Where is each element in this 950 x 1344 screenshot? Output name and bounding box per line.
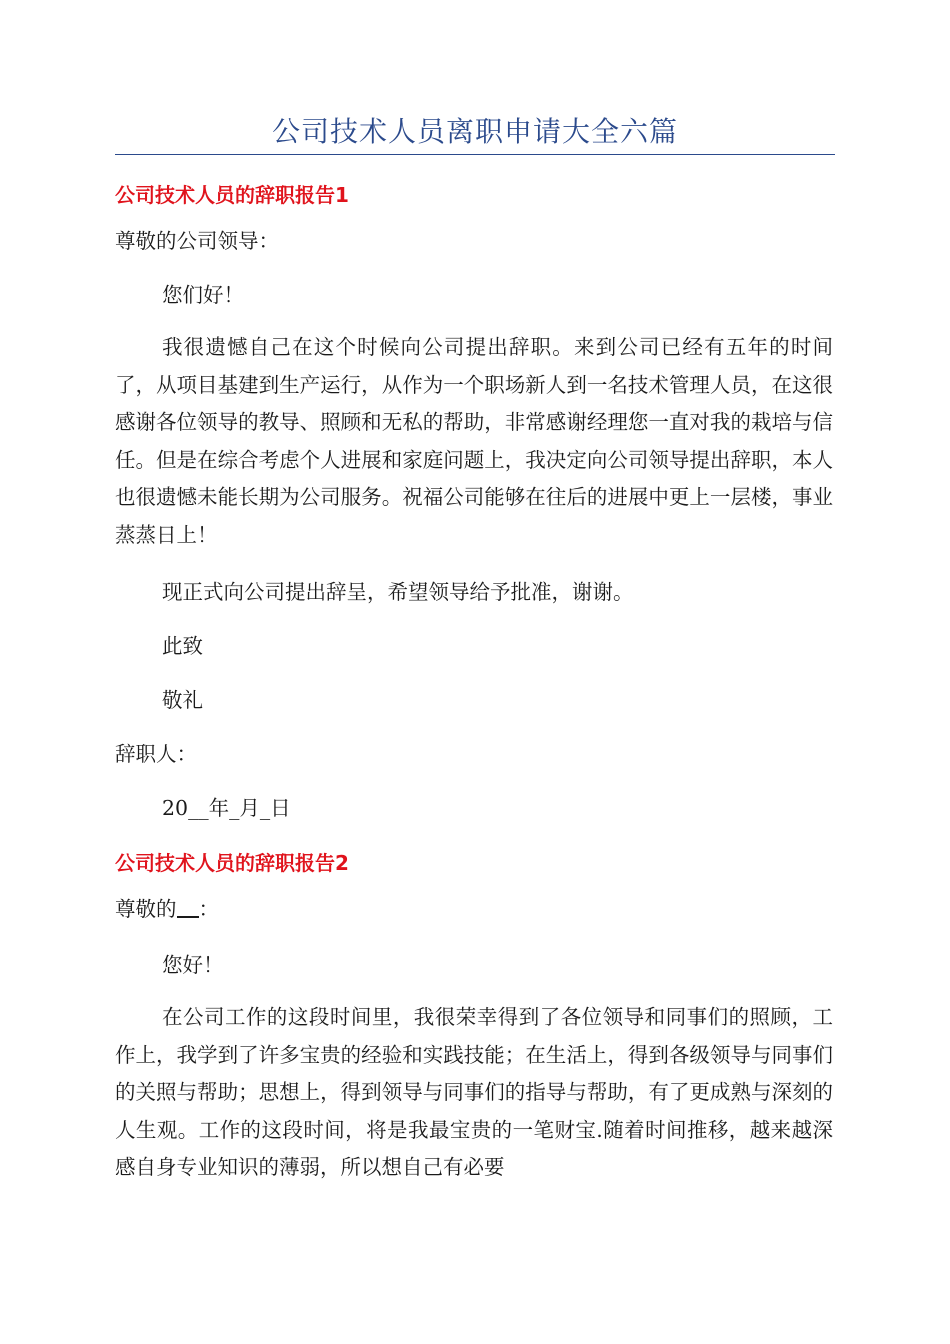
section-2-heading: 公司技术人员的辞职报告2	[115, 851, 349, 875]
section-1-date: 20__年_月_日	[162, 796, 291, 820]
document-title: 公司技术人员离职申请大全六篇	[271, 115, 678, 148]
title-underline	[115, 154, 835, 155]
section-2-body: 在公司工作的这段时间里，我很荣幸得到了各位领导和同事们的照顾，工作上，我学到了许多宝贵的经验和实践技能；在生活上，得到各级领导与同事们的关照与帮助；思想上，得到领导与同事们的指导与帮助，有了更成熟与深刻的人生观。工作的这段时间，将是我最宝贵的一笔财宝.随着时间推移，越来越深感自身专业知识的薄弱，所以想自己有必要	[115, 1005, 833, 1179]
salutation-suffix: ：	[198, 897, 219, 921]
section-1-request: 现正式向公司提出辞呈，希望领导给予批准，谢谢。	[162, 580, 634, 604]
section-2-salutation	[115, 894, 219, 924]
section-1-closing-2: 敬礼	[162, 688, 203, 712]
section-1-body: 我很遗憾自己在这个时候向公司提出辞职。来到公司已经有五年的时间了，从项目基建到生产运行，从作为一个职场新人到一名技术管理人员，在这很感谢各位领导的教导、照顾和无私的帮助，非常感谢经理您一直对我的栽培与信任。但是在综合考虑个人进展和家庭问题上，我决定向公司领导提出辞职，本人也很遗憾未能长期为公司服务。祝福公司能够在往后的进展中更上一层楼，事业蒸蒸日上！	[115, 335, 833, 547]
section-1-heading: 公司技术人员的辞职报告1	[115, 183, 349, 207]
section-1-signer: 辞职人：	[115, 742, 197, 766]
section-1-greeting: 您们好！	[162, 283, 244, 307]
section-1-closing-1: 此致	[162, 634, 203, 658]
section-2-greeting: 您好！	[162, 953, 224, 977]
section-1-salutation: 尊敬的公司领导：	[115, 229, 279, 253]
salutation-prefix: 尊敬的	[115, 897, 177, 921]
name-blank	[177, 894, 199, 918]
